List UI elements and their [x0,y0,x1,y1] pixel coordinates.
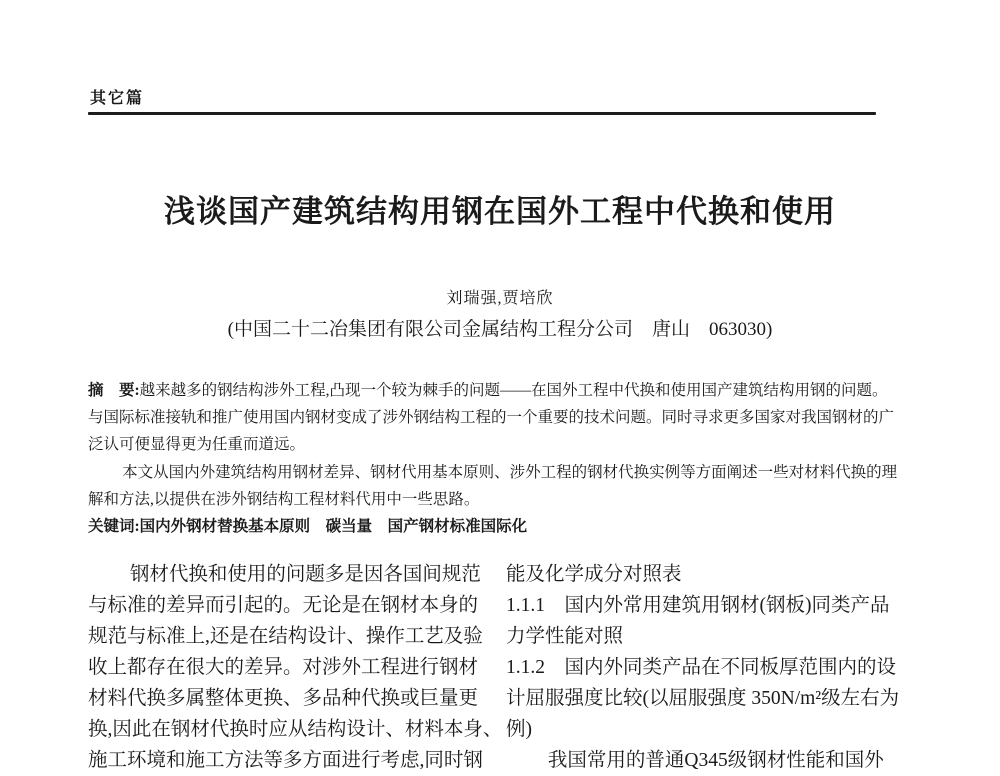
body-text-line: 换,因此在钢材代换时应从结构设计、材料本身、 [88,719,503,740]
body-text-line: 施工环境和施工方法等多方面进行考虑,同时钢 [88,750,483,771]
abstract-label: 摘 要: [88,382,140,399]
body-text-line: 我国常用的普通Q345级钢材性能和国外 [547,750,884,771]
body-text-line: 钢材代换和使用的问题多是因各国间规范 [129,564,481,585]
section-heading-line: 例) [506,719,532,740]
body-text-line: 与标准的差异而引起的。无论是在钢材本身的 [88,595,479,616]
header-rule [88,112,876,115]
body-text-line: 规范与标准上,还是在结构设计、操作工艺及验 [88,626,483,647]
abstract-line: 泛认可便显得更为任重而道远。 [88,436,306,454]
affiliation: (中国二十二冶集团有限公司金属结构工程分公司 唐山 063030) [227,319,773,340]
section-label: 其它篇 [90,90,145,107]
section-heading-line: 1.1.1 国内外常用建筑用钢材(钢板)同类产品 [506,595,890,616]
authors: 刘瑞强,贾培欣 [446,290,554,307]
keywords-label: 关键词: [88,517,140,535]
body-text-line: 材料代换多属整体更换、多品种代换或巨量更 [88,688,479,709]
abstract-block [88,377,903,540]
keywords-line [88,513,903,540]
section-heading-line: 1.1.2 国内外同类产品在不同板厚范围内的设 [506,657,897,678]
right-column [506,559,908,776]
section-heading-line: 计屈服强度比较(以屈服强度 350N/m²级左右为 [506,688,900,709]
abstract-line [88,377,903,404]
abstract-text: 越来越多的钢结构涉外工程,凸现一个较为棘手的问题——在国外工程中代换和使用国产建筑结构用钢的问题。 [139,382,888,399]
section-heading-line: 力学性能对照 [506,626,624,647]
body-text-line: 收上都存在很大的差异。对涉外工程进行钢材 [88,657,479,678]
keywords-text: 国内外钢材替换基本原则 碳当量 国产钢材标准国际化 [139,517,528,535]
abstract-line: 解和方法,以提供在涉外钢结构工程材料代用中一些思路。 [88,490,480,508]
body-text-line: 能及化学成分对照表 [506,564,682,585]
left-column [88,559,503,776]
abstract-line: 与国际标准接轨和推广使用国内钢材变成了涉外钢结构工程的一个重要的技术问题。同时寻求更多国家对我国钢材的广 [88,409,895,427]
paper-title: 浅谈国产建筑结构用钢在国外工程中代换和使用 [164,194,836,229]
abstract-line: 本文从国内外建筑结构用钢材差异、钢材代用基本原则、涉外工程的钢材代换实例等方面阐述一些对材料代换的理 [122,463,898,481]
